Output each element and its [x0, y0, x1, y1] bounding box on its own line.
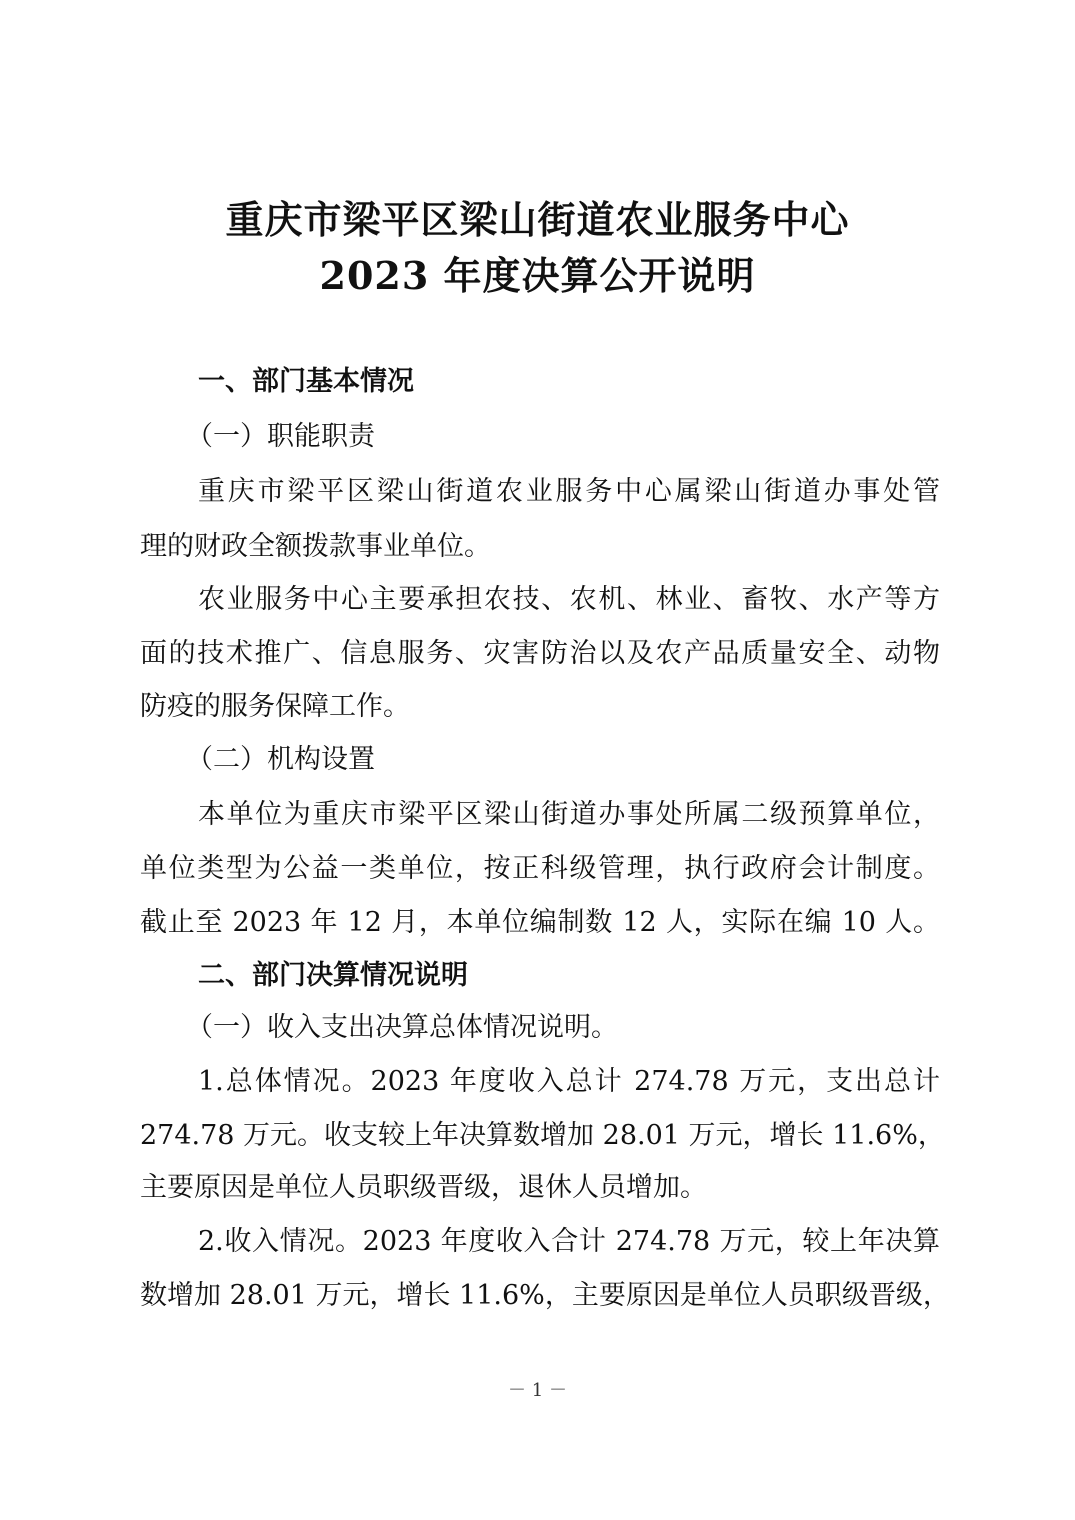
paragraph-line: 重庆市梁平区梁山街道农业服务中心属梁山街道办事处管 — [198, 476, 940, 507]
paragraph-line: 防疫的服务保障工作。 — [140, 691, 410, 722]
subheading-organization: （二）机构设置 — [186, 744, 375, 775]
paragraph-line: 截止至 2023 年 12 月，本单位编制数 12 人，实际在编 10 人。 — [140, 907, 940, 938]
paragraph-line: 274.78 万元。收支较上年决算数增加 28.01 万元，增长 11.6%， — [140, 1120, 945, 1151]
paragraph-line: 主要原因是单位人员职级晋级，退休人员增加。 — [140, 1172, 707, 1203]
paragraph-line: 理的财政全额拨款事业单位。 — [140, 531, 491, 562]
section-heading-basic-info: 一、部门基本情况 — [198, 366, 414, 397]
document-title-line-2: 2023 年度决算公开说明 — [319, 253, 756, 298]
paragraph-line: 本单位为重庆市梁平区梁山街道办事处所属二级预算单位， — [198, 799, 940, 830]
paragraph-line: 2.收入情况。2023 年度收入合计 274.78 万元，较上年决算 — [198, 1226, 940, 1257]
paragraph-line: 1.总体情况。2023 年度收入总计 274.78 万元，支出总计 — [198, 1066, 940, 1097]
section-heading-final-accounts: 二、部门决算情况说明 — [198, 960, 468, 991]
paragraph-line: 单位类型为公益一类单位，按正科级管理，执行政府会计制度。 — [140, 853, 940, 884]
document-title-line-1: 重庆市梁平区梁山街道农业服务中心 — [225, 197, 850, 242]
page-number: － 1 － — [508, 1380, 567, 1401]
paragraph-line: 数增加 28.01 万元，增长 11.6%，主要原因是单位人员职级晋级， — [140, 1280, 950, 1311]
subheading-functions: （一）职能职责 — [186, 421, 375, 452]
subheading-income-expense: （一）收入支出决算总体情况说明。 — [186, 1012, 618, 1043]
paragraph-line: 面的技术推广、信息服务、灾害防治以及农产品质量安全、动物 — [140, 638, 940, 669]
paragraph-line: 农业服务中心主要承担农技、农机、林业、畜牧、水产等方 — [198, 584, 940, 615]
